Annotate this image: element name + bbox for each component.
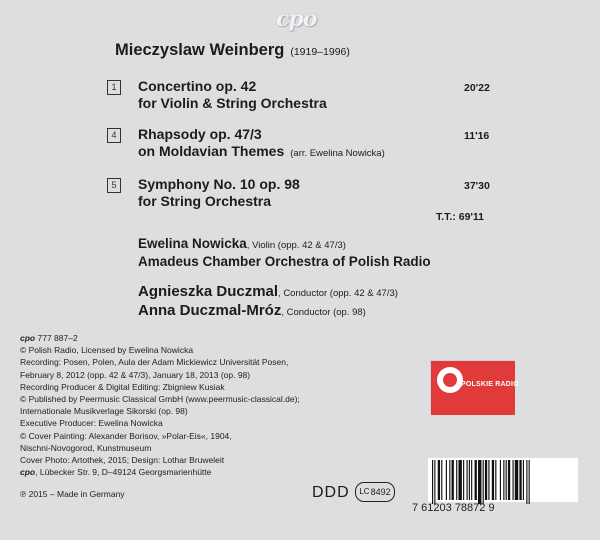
barcode-bar — [471, 460, 472, 500]
track-5-duration: 37'30 — [464, 180, 490, 192]
barcode-bar — [492, 460, 494, 500]
cpo-logo: cpo — [276, 6, 317, 32]
performer-violin-role: , Violin (opp. 42 & 47/3) — [246, 240, 346, 251]
performer-conductor-2 — [138, 302, 366, 319]
barcode-bar — [449, 460, 450, 500]
catalog-number: 777 887–2 — [35, 333, 78, 343]
label-code-number: 8492 — [370, 487, 391, 497]
barcode-bar — [434, 460, 435, 504]
composer-name: Mieczyslaw Weinberg — [115, 41, 285, 59]
barcode-bar — [446, 460, 447, 500]
barcode-bar — [495, 460, 496, 500]
barcode-bar — [523, 460, 524, 500]
barcode-bar — [438, 460, 440, 500]
barcode-bar — [441, 460, 442, 500]
performer-conductor-1 — [138, 283, 398, 300]
barcode-bar — [463, 460, 464, 500]
barcode-bar — [503, 460, 504, 500]
polskie-radio-logo — [430, 360, 519, 414]
barcode-bar — [458, 460, 461, 500]
barcode-bar — [519, 460, 521, 500]
performer-violin — [138, 236, 346, 251]
barcode-bar — [452, 460, 454, 500]
polskie-radio-text: POLSKIE RADIO — [461, 381, 519, 388]
credits-block — [20, 332, 300, 501]
composer-years: (1919–1996) — [290, 46, 350, 58]
performer-conductor-2-role: , Conductor (op. 98) — [281, 307, 366, 318]
barcode-background — [428, 458, 578, 502]
credit-line: © Cover Painting: Alexander Borisov, »Polar-Eis«, 1904, — [20, 430, 232, 441]
track-1-line2: for Violin & String Orchestra — [138, 95, 327, 111]
polskie-radio-emblem-inner — [443, 373, 457, 387]
barcode-bar — [513, 460, 514, 500]
track-4-line2: on Moldavian Themes — [138, 143, 285, 159]
barcode-bar — [515, 460, 518, 500]
credit-line: © Polish Radio, Licensed by Ewelina Nowicka — [20, 345, 194, 356]
track-1-duration: 20'22 — [464, 82, 490, 94]
credit-line: Recording: Posen, Polen, Aula der Adam Mickiewicz Universität Posen, — [20, 357, 289, 368]
performer-orchestra — [138, 254, 431, 269]
credit-line: Nischni-Novogorod, Kunstmuseum — [20, 442, 152, 453]
track-number-1: 1 — [107, 80, 121, 95]
track-4-duration: 11'16 — [464, 130, 490, 142]
track-5-title — [138, 176, 300, 210]
credit-line: Cover Photo: Artothek, 2015; Design: Lothar Bruweleit — [20, 455, 225, 466]
credit-line: © Published by Peermusic Classical GmbH (www.peermusic-classical.de); — [20, 394, 300, 405]
barcode-bar — [478, 460, 481, 504]
track-5-line2: for String Orchestra — [138, 193, 272, 209]
track-5-line1: Symphony No. 10 op. 98 — [138, 176, 300, 192]
catalog-prefix: cpo — [20, 333, 36, 343]
barcode-bar — [488, 460, 489, 500]
credit-line: Internationale Musikverlage Sikorski (op. 98) — [20, 406, 188, 417]
label-code-badge — [355, 482, 395, 502]
barcode-bar — [506, 460, 507, 500]
track-number-5: 5 — [107, 178, 121, 193]
barcode-bar — [475, 460, 477, 500]
copyright-footer: ℗ 2015 – Made in Germany — [20, 489, 125, 500]
track-4-title — [138, 126, 385, 162]
barcode-bar — [469, 460, 470, 500]
track-4-line1: Rhapsody op. 47/3 — [138, 126, 262, 142]
performer-orchestra-name: Amadeus Chamber Orchestra of Polish Radio — [138, 254, 431, 269]
total-time: T.T.: 69'11 — [436, 211, 485, 223]
ddd-mark: DDD — [312, 484, 350, 501]
track-number-4: 4 — [107, 128, 121, 143]
composer-heading — [115, 41, 350, 60]
label-code-prefix: LC — [359, 487, 370, 496]
barcode-bar — [483, 460, 484, 504]
barcode-bar — [500, 460, 501, 500]
address-text: , Lübecker Str. 9, D–49124 Georgsmarienhütte — [35, 467, 212, 478]
address-line — [20, 466, 300, 478]
credit-line: Executive Producer: Ewelina Nowicka — [20, 418, 163, 429]
credit-line: Recording Producer & Digital Editing: Zbigniew Kusiak — [20, 381, 225, 392]
barcode-bar — [526, 460, 527, 504]
barcode-bar — [467, 460, 468, 500]
performer-conductor-1-role: , Conductor (opp. 42 & 47/3) — [278, 288, 398, 299]
performer-conductor-1-name: Agnieszka Duczmal — [138, 283, 279, 300]
performer-conductor-2-name: Anna Duczmal-Mróz — [138, 302, 282, 319]
credit-line: February 8, 2012 (opp. 42 & 47/3), January 18, 2013 (op. 98) — [20, 369, 251, 380]
barcode — [420, 458, 582, 524]
barcode-bar — [456, 460, 457, 500]
track-1-title — [138, 78, 327, 112]
barcode-bar — [508, 460, 510, 500]
address-prefix: cpo — [20, 467, 36, 478]
track-4-arranger: (arr. Ewelina Nowicka) — [290, 148, 385, 159]
track-1-line1: Concertino op. 42 — [138, 78, 257, 94]
barcode-bar — [485, 460, 487, 500]
barcode-digits: 7 61203 78872 9 — [412, 502, 495, 514]
barcode-bar — [529, 460, 530, 504]
performer-violin-name: Ewelina Nowicka — [138, 236, 247, 251]
catalog-line — [20, 332, 300, 344]
barcode-bar — [432, 460, 433, 504]
